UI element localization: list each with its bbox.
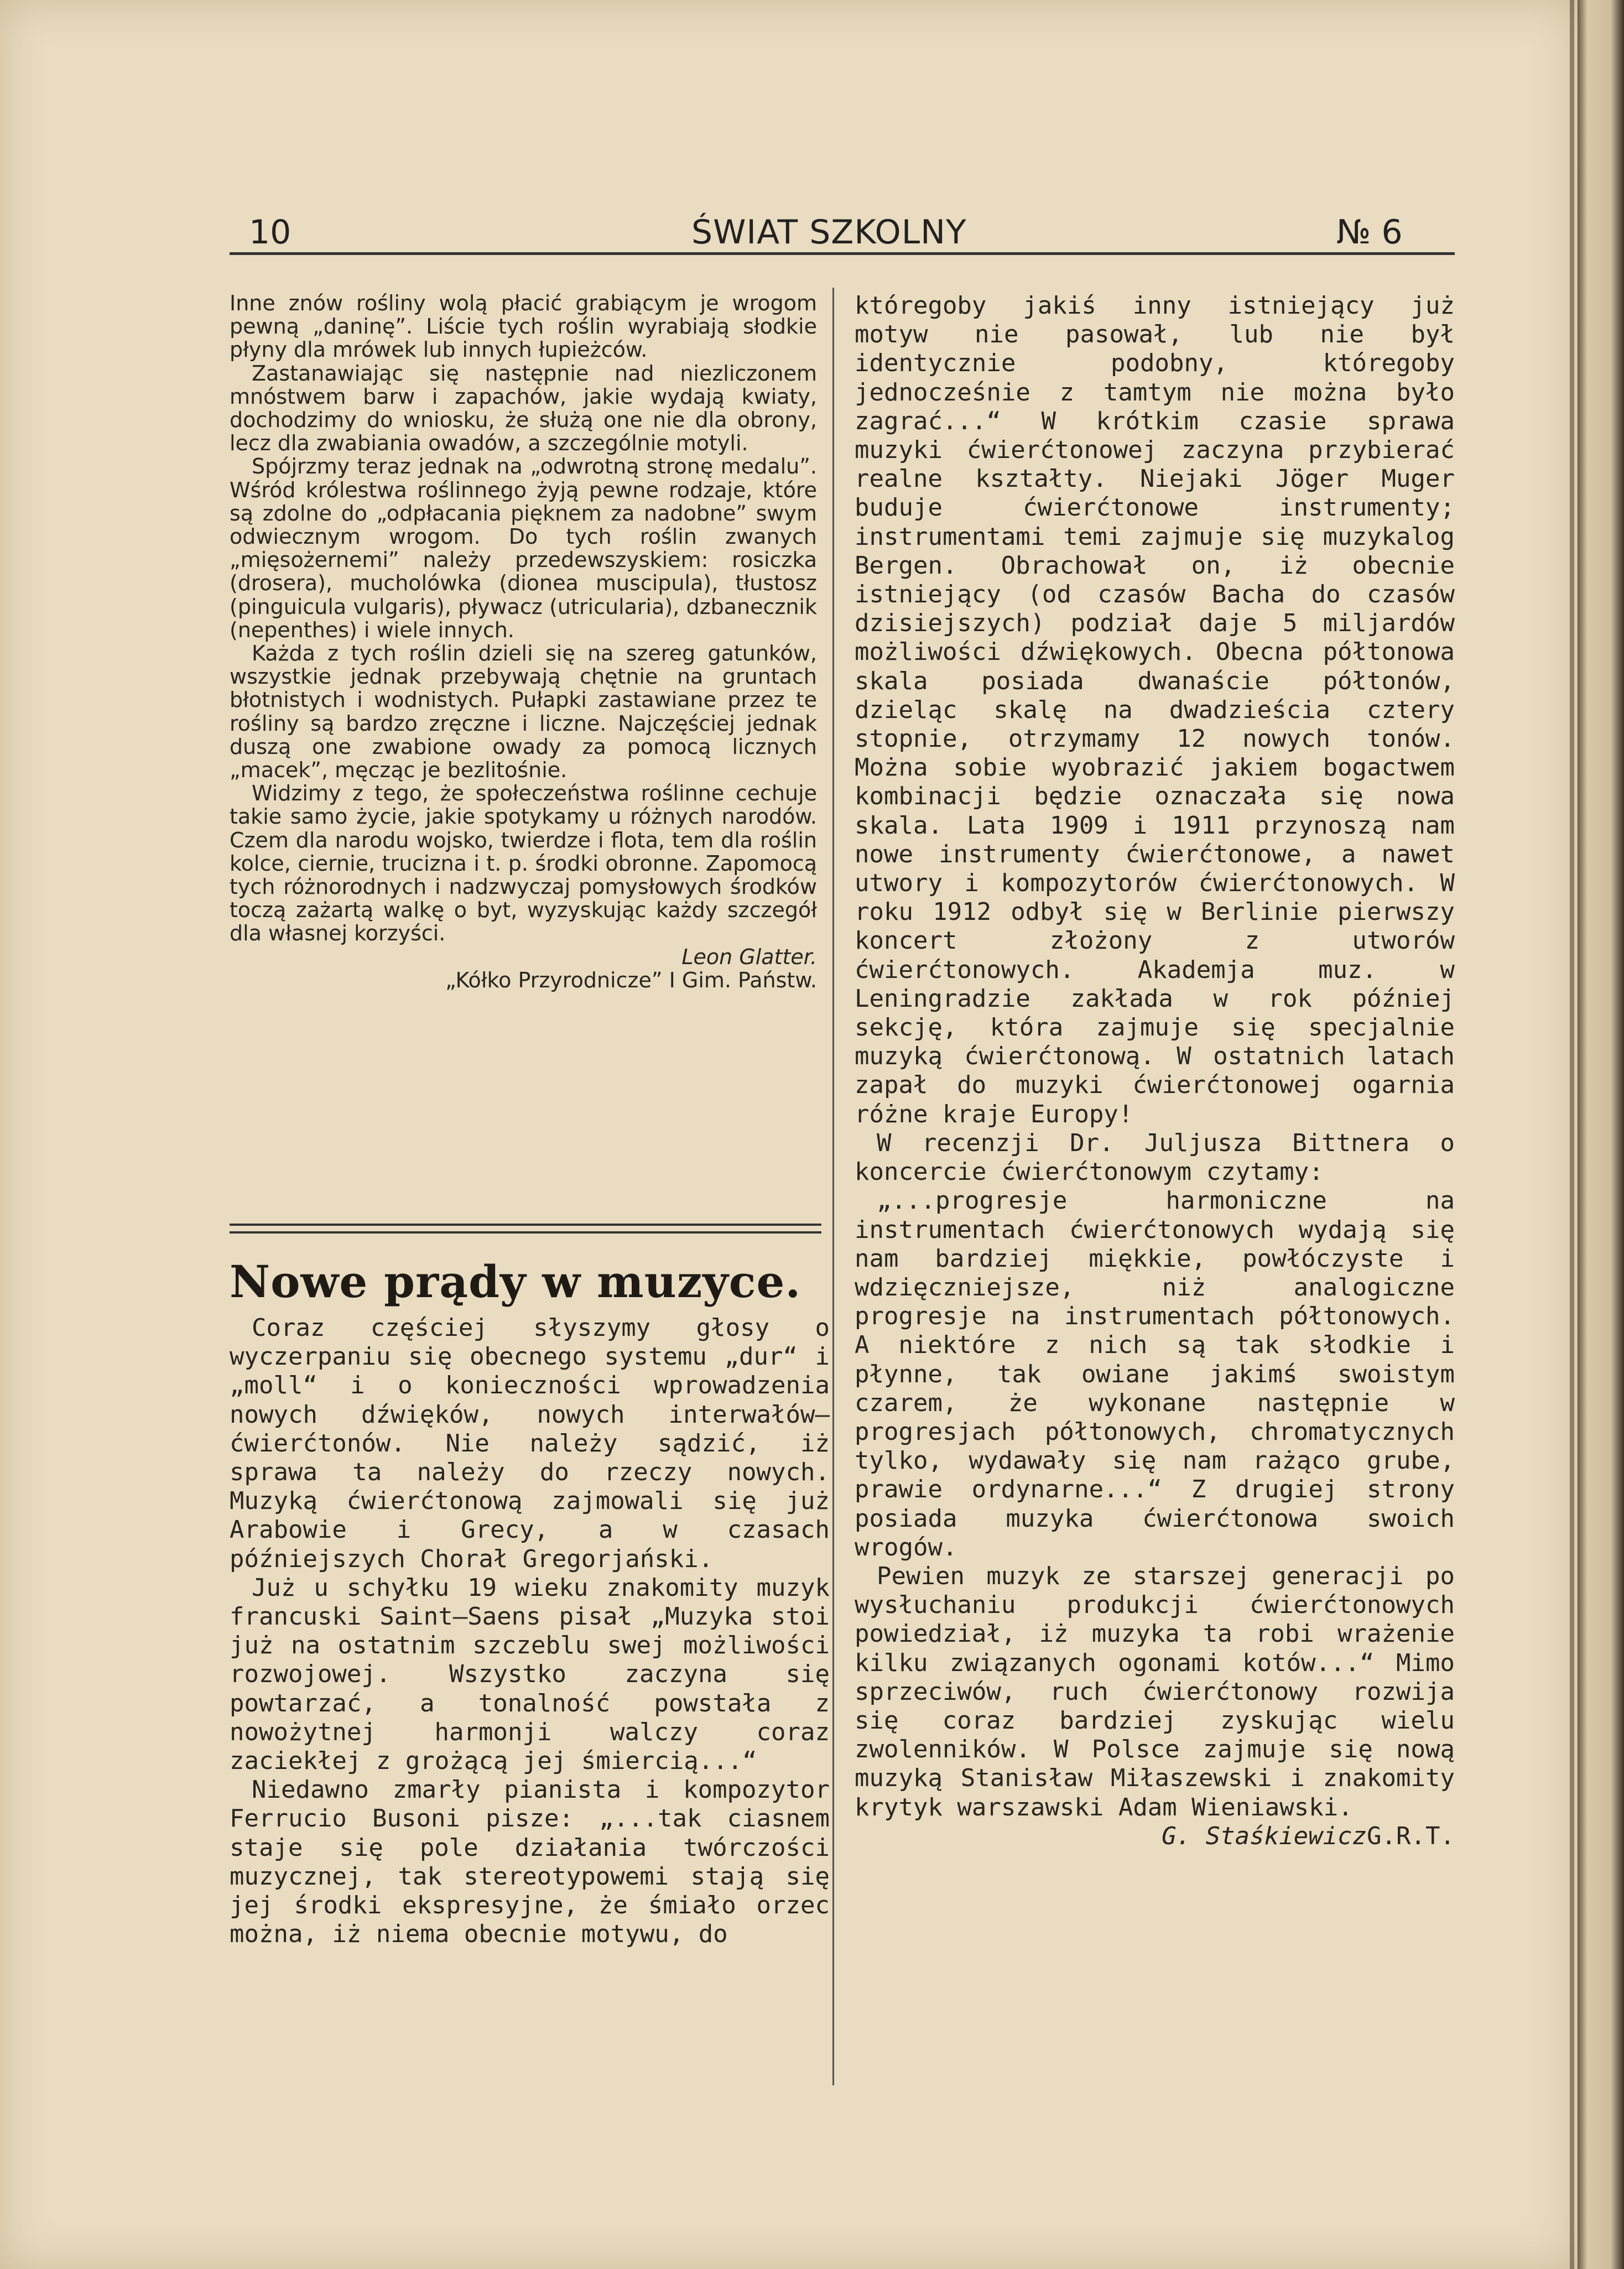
page-number: 10: [249, 213, 292, 252]
article1-paragraph: Każda z tych roślin dzieli się na szereg gatunków, wszystkie jednak przebywają chętnie na gruntach błotnistych i wodnistych. Pułapki zastawiane przez te rośliny są bardzo zręczne i liczne. Najczęściej jednak duszą one zwabione owady za pomocą licznych „macek”, męcząc je bezlitośnie.: [230, 641, 817, 783]
page-gutter: [1570, 0, 1574, 2269]
article2-headline: Nowe prądy w muzyce.: [230, 1256, 801, 1308]
article2-paragraph: „...progresje harmoniczne na instrumentach ćwierćtonowych wydają się nam bardziej miękkie, powłóczyste i wdzięczniejsze, niż analogiczne progresje na instrumentach półtonowych. A niektóre z nich są tak słodkie i płynne, tak owiane jakimś swoistym czarem, że wykonane następnie w progresjach półtonowych, chromatycznych tylko, wydawały się nam rażąco grube, prawie ordynarne...“ Z drugiej strony posiada muzyka ćwierćtonowa swoich wrogów.: [855, 1186, 1455, 1562]
article1-paragraph: Inne znów rośliny wolą płacić grabiącym je wrogom pewną „daninę”. Liście tych roślin wyrabiają słodkie płyny dla mrówek lub innych łupieżców.: [230, 291, 817, 362]
section-rule-bottom: [230, 1231, 821, 1234]
article2-paragraph: któregoby jakiś inny istniejący już motyw nie pasował, lub nie był identycznie podobny, któregoby jednocześnie z tamtym nie można było zagrać...“ W krótkim czasie sprawa muzyki ćwierćtonowej zaczyna przybierać realne kształty. Niejaki Jöger Muger buduje ćwierćtonowe instrumenty; instrumentami temi zajmuje się muzykalog Bergen. Obrachował on, iż obecnie istniejący (od czasów Bacha do czasów dzisiejszych) podział daje 5 miljardów możliwości dźwiękowych. Obecna półtonowa skala posiada dwanaście półtonów, dzieląc skalę na dwadzieścia cztery stopnie, otrzymamy 12 nowych tonów. Można sobie wyobrazić jakiem bogactwem kombinacji będzie oznaczała się nowa skala. Lata 1909 i 1911 przynoszą nam nowe instrumenty ćwierćtonowe, a nawet utwory i kompozytorów ćwierćtonowych. W roku 1912 odbył się w Berlinie pierwszy koncert złożony z utworów ćwierćtonowych. Akademja muz. w Leningradzie zakłada w rok później sekcję, która zajmuje się specjalnie muzyką ćwierćtonową. W ostatnich latach zapał do muzyki ćwierćtonowej ogarnia różne kraje Europy!: [855, 292, 1455, 1128]
article2-paragraph: Już u schyłku 19 wieku znakomity muzyk francuski Saint—Saens pisał „Muzyka stoi już na ostatnim szczeblu swej możliwości rozwojowej. Wszystko zaczyna się powtarzać, a tonalność powstała z nowożytnej harmonji walczy coraz zaciekłej z grożącą jej śmiercią...“: [230, 1573, 830, 1776]
next-page-edge: [1578, 0, 1624, 2269]
article1-paragraph: Widzimy z tego, że społeczeństwa roślinne cechuje takie samo życie, jakie spotykamy u różnych narodów. Czem dla narodu wojsko, twierdze i flota, tem dla roślin kolce, ciernie, trucizna i t. p. środki obronne. Zapomocą tych różnorodnych i nadzwyczaj pomysłowych środków toczą zażartą walkę o byt, wyzyskując każdy szczegół dla własnej korzyści.: [230, 781, 817, 946]
article2-paragraph: W recenzji Dr. Juljusza Bittnera o koncercie ćwierćtonowym czytamy:: [855, 1128, 1455, 1186]
article2-signature-suffix: G.R.T.: [1367, 1822, 1455, 1850]
article1-paragraph: Zastanawiając się następnie nad niezliczonem mnóstwem barw i zapachów, jakie wydają kwiaty, dochodzimy do wniosku, że służą one nie dla obrony, lecz dla zwabiania owadów, a szczególnie motyli.: [230, 361, 817, 456]
publication-title: ŚWIAT SZKOLNY: [691, 213, 967, 252]
column-divider: [832, 288, 834, 2085]
issue-number: № 6: [1336, 213, 1403, 252]
article2-paragraph: Coraz częściej słyszymy głosy o wyczerpaniu się obecnego systemu „dur“ i „moll“ i o konieczności wprowadzenia nowych dźwięków, nowych interwałów—ćwierćtonów. Nie należy sądzić, iż sprawa ta należy do rzeczy nowych. Muzyką ćwierćtonową zajmowali się już Arabowie i Grecy, a w czasach późniejszych Chorał Gregorjański.: [230, 1314, 830, 1573]
article1-paragraph: Spójrzmy teraz jednak na „odwrotną stronę medalu”. Wśród królestwa roślinnego żyją pewne rodzaje, które są zdolne do „odpłacania pięknem za nadobne” swym odwiecznym wrogom. Do tych roślin zwanych „mięsożernemi” należy przedewszyskiem: rosiczka (drosera), mucholówka (dionea muscipula), tłustosz (pinguicula vulgaris), pływacz (utricularia), dzbanecznik (nepenthes) i wiele innych.: [230, 454, 817, 642]
article1-column: [230, 292, 817, 992]
article2-left-column: [230, 1314, 830, 1949]
article2-paragraph: Pewien muzyk ze starszej generacji po wysłuchaniu produkcji ćwierćtonowych powiedział, iż muzyka ta robi wrażenie kilku związanych ogonami kotów...“ Mimo sprzeciwów, ruch ćwierćtonowy rozwija się coraz bardziej zyskując wielu zwolenników. W Polsce zajmuje się nową muzyką Stanisław Miłaszewski i znakomity krytyk warszawski Adam Wieniawski.: [855, 1562, 1455, 1822]
article2-signature: G. Staśkiewicz: [1162, 1822, 1367, 1850]
article2-signature-line: [855, 1822, 1455, 1851]
running-header: [232, 213, 1449, 252]
header-rule: [230, 252, 1455, 255]
article1-affiliation: „Kółko Przyrodnicze” I Gim. Państw.: [445, 967, 817, 992]
article2-right-column: [855, 292, 1455, 1851]
article1-author: Leon Glatter.: [681, 944, 817, 969]
article2-paragraph: Niedawno zmarły pianista i kompozytor Ferrucio Busoni pisze: „...tak ciasnem staje się pole działania twórczości muzycznej, tak stereotypowemi stają się jej środki ekspresyjne, że śmiało orzec można, iż niema obecnie motywu, do: [230, 1776, 830, 1949]
section-rule-top: [230, 1224, 821, 1226]
